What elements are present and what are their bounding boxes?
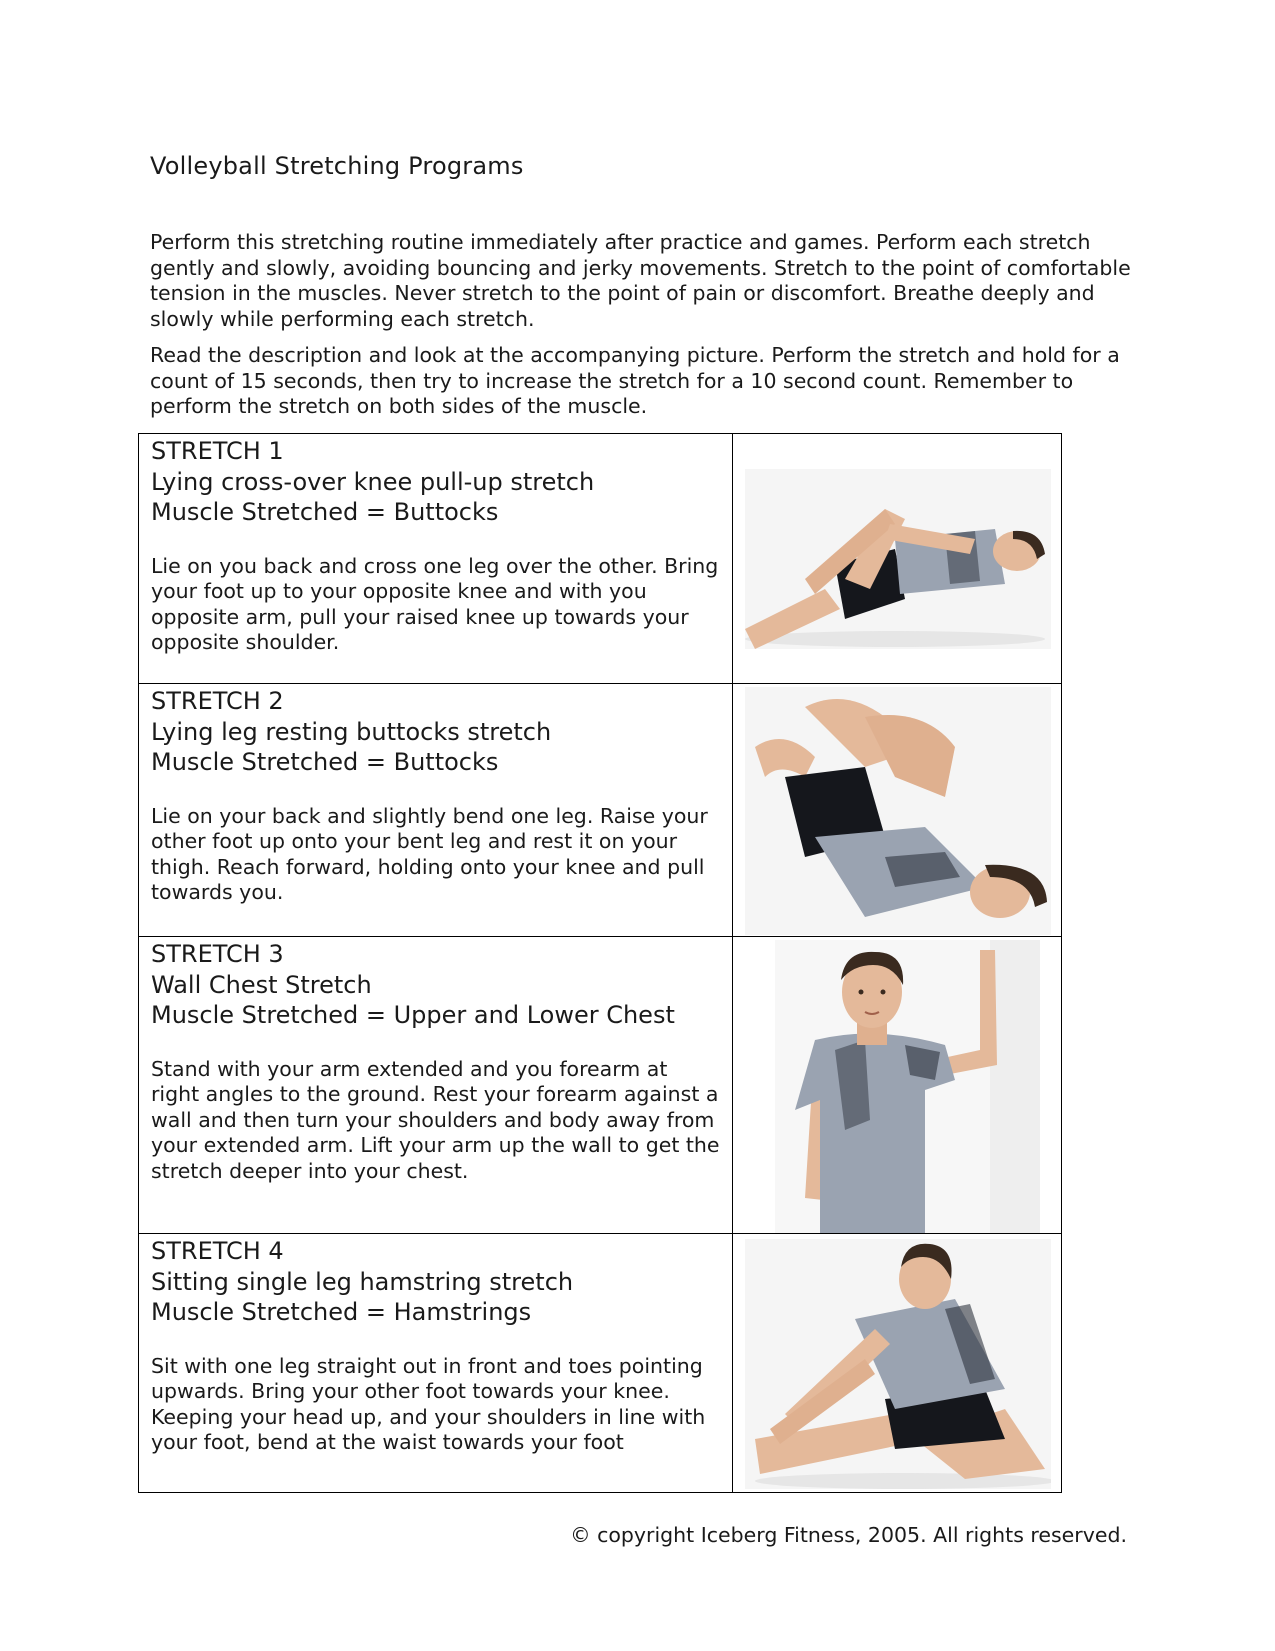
stretch-row-1 (139, 434, 1061, 684)
stretch-row-2 (139, 684, 1061, 937)
stretch-number: STRETCH 3 (151, 940, 284, 968)
stretch-text-cell (139, 1234, 733, 1492)
stretch-name: Lying leg resting buttocks stretch (151, 717, 552, 746)
stretch-image-cell (733, 1234, 1061, 1492)
stretch-text-cell (139, 684, 733, 936)
stretch-table (138, 433, 1062, 1493)
stretch-description: Lie on your back and slightly bend one leg. Raise your other foot up onto your bent leg and rest it on your thigh. Reach forward, holding onto your knee and pull towards you. (151, 803, 708, 904)
stretch-image-cell (733, 937, 1061, 1233)
stretch-text-cell (139, 937, 733, 1233)
muscle-stretched: Muscle Stretched = Buttocks (151, 748, 499, 776)
stretch-number: STRETCH 2 (151, 687, 284, 715)
stretch-name: Sitting single leg hamstring stretch (151, 1267, 574, 1296)
stretch-description: Lie on you back and cross one leg over the other. Bring your foot up to your opposite knee and with you opposite arm, pull your raised knee up towards your opposite shoulder. (151, 553, 719, 654)
page-title: Volleyball Stretching Programs (150, 152, 524, 180)
stretch-number: STRETCH 1 (151, 437, 284, 465)
stretch-name: Wall Chest Stretch (151, 970, 372, 999)
stretch-photo-sitting-hamstring (745, 1239, 1051, 1489)
stretch-text-cell (139, 434, 733, 683)
stretch-image-cell (733, 684, 1061, 936)
muscle-stretched: Muscle Stretched = Hamstrings (151, 1298, 532, 1326)
intro-paragraph-2: Read the description and look at the accompanying picture. Perform the stretch and hold for a count of 15 seconds, then try to increase the stretch for a 10 second count. Remember to perform the stretch on both sides of the muscle. (150, 343, 1120, 418)
stretch-image-cell (733, 434, 1061, 683)
muscle-stretched: Muscle Stretched = Buttocks (151, 498, 499, 526)
stretch-photo-wall-chest (775, 940, 1040, 1233)
stretch-photo-lying-leg-resting (745, 687, 1051, 935)
stretch-name: Lying cross-over knee pull-up stretch (151, 467, 595, 496)
intro-paragraph-1: Perform this stretching routine immediately after practice and games. Perform each stretch gently and slowly, avoiding bouncing and jerky movements. Stretch to the point of comfortable tension in the muscles. Never stretch to the point of pain or discomfort. Breathe deeply and slowly while performing each stretch. (150, 230, 1131, 331)
stretch-description: Stand with your arm extended and you forearm at right angles to the ground. Rest your forearm against a wall and then turn your shoulders and body away from your extended arm. Lift your arm up the wall to get the stretch deeper into your chest. (151, 1056, 720, 1183)
copyright-notice: © copyright Iceberg Fitness, 2005. All rights reserved. (570, 1523, 1127, 1547)
stretch-row-4 (139, 1234, 1061, 1492)
stretch-photo-lying-cross-over (745, 469, 1051, 649)
muscle-stretched: Muscle Stretched = Upper and Lower Chest (151, 1001, 675, 1029)
stretch-row-3 (139, 937, 1061, 1234)
stretch-number: STRETCH 4 (151, 1237, 284, 1265)
stretch-description: Sit with one leg straight out in front and toes pointing upwards. Bring your other foot towards your knee. Keeping your head up, and your shoulders in line with your foot, bend at the waist towards your foot (151, 1353, 706, 1454)
